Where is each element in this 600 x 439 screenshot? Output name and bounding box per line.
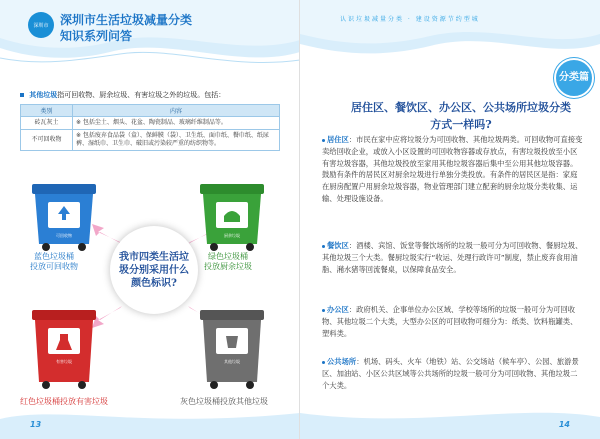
bullet-icon [322, 361, 325, 364]
green-bin-icon [200, 184, 264, 251]
category-table [20, 104, 280, 151]
green-bin-label-line1: 绿色垃圾桶 [208, 252, 248, 261]
svg-text:其他垃圾: 其他垃圾 [224, 359, 240, 364]
item-keyword: 办公区 [327, 305, 349, 314]
logo: 深圳市 [28, 12, 54, 38]
paragraph-office [322, 304, 584, 339]
item-text: ：酒楼、宾馆、饭堂等餐饮场所的垃圾一般可分为可回收物、餐厨垃圾、其他垃圾三个大类。餐厨垃圾实行“收运、处理行政许可”制度，禁止废弃食用油脂、潲水猪等回流餐桌，以保障食品安全。 [322, 241, 583, 274]
table-row [21, 117, 280, 130]
table-cell-content: ※ 包括废弃食品袋（盒）、保鲜膜（袋）、卫生纸、面巾纸、餐巾纸、纸尿裤、湿纸巾、卫生巾、破旧或污染较严重的纺织物等。 [73, 130, 280, 151]
question-title: 居住区、餐饮区、办公区、公共场所垃圾分类方式一样吗? [351, 101, 571, 131]
paragraph-residential [322, 134, 584, 205]
item-keyword: 公共场所 [327, 357, 357, 366]
item-keyword: 餐饮区 [327, 241, 349, 250]
slogan: 认识垃圾减量分类 · 建设资源节约型城 [340, 16, 480, 23]
blue-bin-label [30, 252, 78, 273]
green-bin-label-line2: 投放厨余垃圾 [204, 262, 252, 272]
grey-bin-icon [200, 310, 264, 389]
table-cell-category: 不可回收物 [21, 130, 73, 151]
paragraph-public [322, 356, 584, 391]
svg-text:厨余垃圾: 厨余垃圾 [224, 233, 240, 238]
bullet-icon [322, 309, 325, 312]
blue-bin-icon [32, 184, 96, 251]
item-keyword: 居住区 [327, 135, 349, 144]
green-bin-label [204, 252, 252, 273]
table-row [21, 130, 280, 151]
section-intro-text: 指可回收物、厨余垃圾、有害垃圾之外的垃圾。包括： [57, 91, 226, 99]
right-page [300, 0, 600, 439]
svg-text:可回收物: 可回收物 [56, 233, 72, 238]
bullet-icon [322, 139, 325, 142]
page-number-left: 13 [30, 420, 42, 429]
center-question-text: 我市四类生活垃圾分别采用什么颜色标识? [119, 251, 189, 289]
table-cell-content: ※ 包括尘土、烟头、花盆、陶瓷制品、玻璃纤维制品等。 [73, 117, 280, 130]
section-intro-keyword: 其他垃圾 [29, 91, 58, 99]
item-text: ：机场、码头、火车（地铁）站、公交场站（候车亭）、公园、旅游景区、加油站、小区公共区域等公共场所的垃圾一般可分为可回收物、其他垃圾二个大类。 [322, 357, 579, 390]
paragraph-catering [322, 240, 584, 275]
section-tag-text: 分类篇 [559, 71, 589, 83]
book-title-line2: 知识系列问答 [60, 29, 133, 43]
red-bin-label: 红色垃圾桶投放有害垃圾 [20, 397, 108, 406]
table-cell-category: 砖瓦灰土 [21, 117, 73, 130]
bullet-icon [322, 245, 325, 248]
item-text: ：市民在家中应将垃圾分为可回收物、其他垃圾两类。可回收物可直接变卖给回收企业，或放入小区设置的可回收物容器或存放点，有害垃圾投放至小区有害垃圾容器，其他垃圾投放至家用其他垃圾容器后集中至公用其他垃圾容器。鼓励有条件的居民区对厨余垃圾进行单独分类投放。有条件的居民区是指：家庭在厨房配置户用厨余垃圾容器，物业管理部门建立配套的厨余垃圾分类收集、运输、处理设施设备。 [322, 135, 583, 204]
footer-wave [300, 399, 600, 439]
red-bin-icon [32, 310, 96, 389]
item-text: ：政府机关、企事单位办公区域、学校等场所的垃圾一般可分为可回收物、其他垃圾二个大类，大型办公区的可回收物可细分为：纸类、饮料瓶罐类、塑料类。 [322, 305, 578, 338]
header-wave [300, 0, 600, 80]
table-header-content: 内容 [73, 105, 280, 117]
grey-bin-label: 灰色垃圾桶投放其他垃圾 [180, 397, 268, 406]
section-intro [20, 90, 225, 100]
svg-text:有害垃圾: 有害垃圾 [56, 359, 72, 364]
blue-bin-label-line1: 蓝色垃圾桶 [34, 252, 74, 261]
section-tag [554, 58, 594, 98]
page-number-right: 14 [558, 420, 570, 429]
table-header-category: 类别 [21, 105, 73, 117]
book-title-line1: 深圳市生活垃圾减量分类 [60, 13, 193, 27]
blue-bin-label-line2: 投放可回收物 [30, 262, 78, 272]
center-question [110, 226, 198, 314]
footer-wave [0, 399, 300, 439]
